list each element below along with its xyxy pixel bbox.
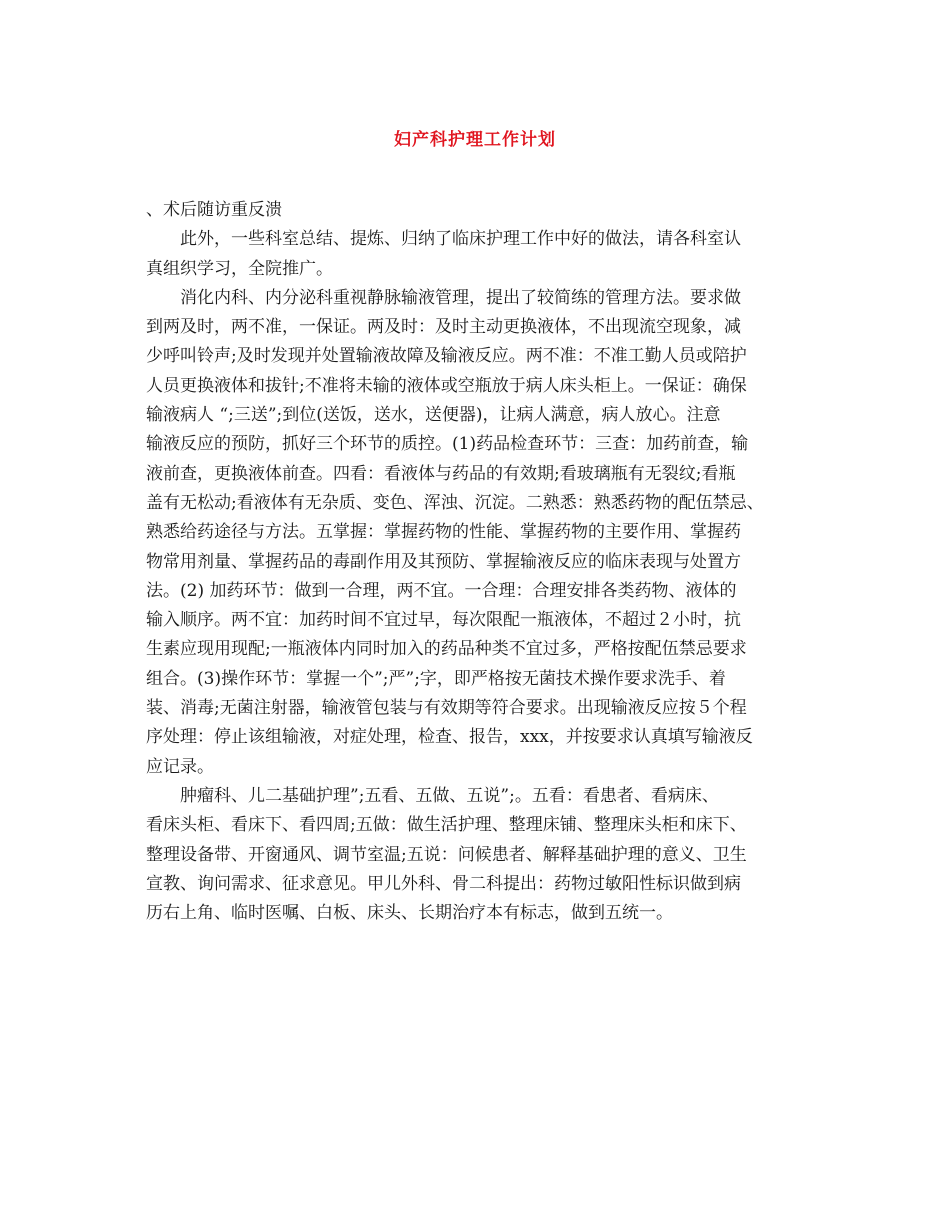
paragraph-line: 序处理：停止该组输液，对症处理，检查、报告，xxx，并按要求认真填写输液反 bbox=[146, 727, 753, 748]
page-title: 妇产科护理工作计划 bbox=[394, 130, 556, 150]
paragraph-line: 宣教、询问需求、征求意见。甲儿外科、骨二科提出：药物过敏阳性标识做到病 bbox=[146, 873, 741, 894]
paragraph-line: 物常用剂量、掌握药品的毒副作用及其预防、掌握输液反应的临床表现与处置方 bbox=[146, 551, 741, 572]
paragraph-line: 生素应现用现配;一瓶液体内同时加入的药品种类不宜过多，严格按配伍禁忌要求 bbox=[146, 639, 747, 660]
paragraph-line: 此外，一些科室总结、提炼、归纳了临床护理工作中好的做法，请各科室认 bbox=[180, 229, 741, 250]
paragraph-line: 看床头柜、看床下、看四周;五做：做生活护理、整理床铺、整理床头柜和床下、 bbox=[146, 815, 747, 836]
paragraph-line: 历右上角、临时医嘱、白板、床头、长期治疗本有标志，做到五统一。 bbox=[146, 903, 673, 924]
paragraph-line: 应记录。 bbox=[146, 756, 214, 777]
paragraph-line: 人员更换液体和拔针;不准将未输的液体或空瓶放于病人床头柜上。一保证：确保 bbox=[146, 375, 747, 396]
paragraph-line: 、术后随访重反溃 bbox=[146, 200, 282, 220]
paragraph-line: 消化内科、内分泌科重视静脉输液管理，提出了较简练的管理方法。要求做 bbox=[180, 287, 741, 308]
paragraph-line: 输入顺序。两不宜：加药时间不宜过早，每次限配一瓶液体，不超过２小时，抗 bbox=[146, 610, 741, 631]
paragraph-line: 肿瘤科、儿二基础护理”;五看、五做、五说”;。五看：看患者、看病床、 bbox=[180, 785, 719, 806]
paragraph-line: 真组织学习，全院推广。 bbox=[146, 258, 333, 279]
paragraph-line: 盖有无松动;看液体有无杂质、变色、浑浊、沉淀。二熟悉：熟悉药物的配伍禁忌、 bbox=[146, 492, 764, 513]
paragraph-line: 组合。(3)操作环节：掌握一个”;严”;字，即严格按无菌技术操作要求洗手、着 bbox=[146, 668, 726, 689]
paragraph-line: 输液病人 “;三送”;到位(送饭，送水，送便器)，让病人满意，病人放心。注意 bbox=[146, 405, 721, 426]
paragraph-line: 少呼叫铃声;及时发现并处置输液故障及输液反应。两不准：不准工勤人员或陪护 bbox=[146, 346, 747, 367]
paragraph-line: 熟悉给药途径与方法。五掌握：掌握药物的性能、掌握药物的主要作用、掌握药 bbox=[146, 522, 741, 543]
paragraph-line: 整理设备带、开窗通风、调节室温;五说：问候患者、解释基础护理的意义、卫生 bbox=[146, 844, 747, 865]
paragraph-line: 装、消毒;无菌注射器，输液管包装与有效期等符合要求。出现输液反应按５个程 bbox=[146, 698, 747, 719]
document-body bbox=[146, 196, 828, 928]
paragraph-line: 液前查，更换液体前查。四看：看液体与药品的有效期;看玻璃瓶有无裂纹;看瓶 bbox=[146, 463, 736, 484]
paragraph-line: 到两及时，两不准，一保证。两及时：及时主动更换液体，不出现流空现象，减 bbox=[146, 317, 741, 338]
paragraph-line: 输液反应的预防，抓好三个环节的质控。(1)药品检查环节：三查：加药前查，输 bbox=[146, 434, 749, 455]
paragraph-line: 法。(2) 加药环节：做到一合理，两不宜。一合理：合理安排各类药物、液体的 bbox=[146, 580, 737, 601]
